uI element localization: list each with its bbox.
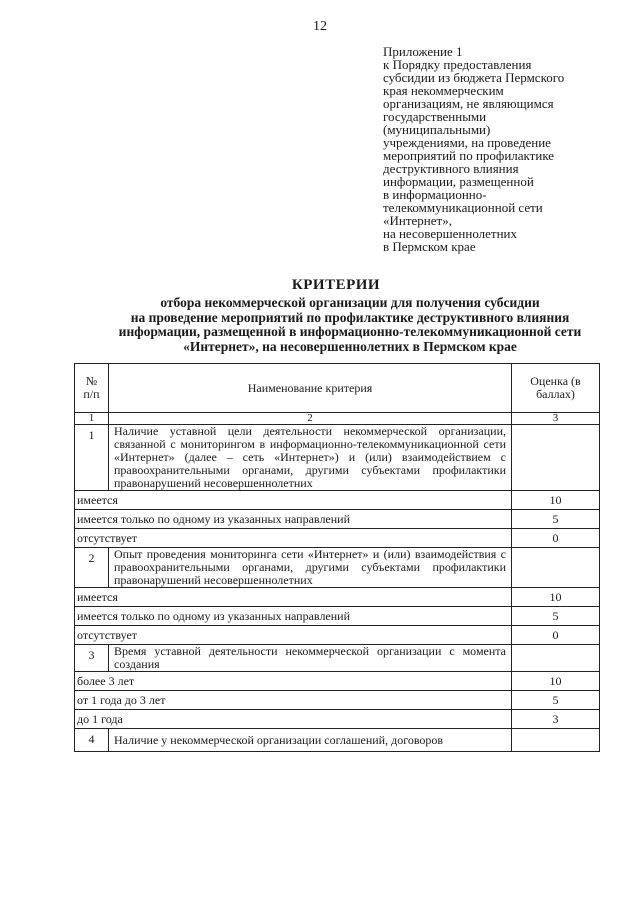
subtitle-line: информации, размещенной в информационно-телекоммуникационной сети [118, 324, 582, 339]
annex-line: телекоммуникационной сети [383, 200, 543, 215]
index-score: 3 [512, 413, 600, 425]
criteria-table [74, 363, 600, 752]
option-score: 5 [512, 510, 600, 529]
criterion-option-row [75, 510, 600, 529]
subtitle-line: отбора некоммерческой организации для получения субсидии [160, 295, 540, 310]
criterion-number: 2 [75, 548, 109, 588]
annex-line: мероприятий по профилактике [383, 148, 555, 163]
annex-line: края некоммерческим [383, 83, 504, 98]
criterion-row [75, 645, 600, 672]
header-num: № п/п [75, 364, 109, 413]
option-label: более 3 лет [75, 672, 512, 691]
option-label: имеется только по одному из указанных направлений [75, 607, 512, 626]
option-label: имеется [75, 491, 512, 510]
criterion-text: Опыт проведения мониторинга сети «Интернет» и (или) взаимодействия с правоохранительными органами, другими субъектами профилактики правонарушений несовершеннолетних [109, 548, 512, 588]
criterion-row [75, 548, 600, 588]
criterion-option-row [75, 529, 600, 548]
index-num: 1 [75, 413, 109, 425]
option-score: 10 [512, 588, 600, 607]
subtitle-line: «Интернет», на несовершеннолетних в Пермском крае [183, 338, 517, 354]
option-score: 5 [512, 607, 600, 626]
option-score: 0 [512, 529, 600, 548]
annex-line: «Интернет», [383, 213, 452, 228]
option-score: 0 [512, 626, 600, 645]
criterion-number: 1 [75, 425, 109, 491]
option-score: 3 [512, 710, 600, 729]
annex-block [383, 45, 628, 253]
option-label: имеется [75, 588, 512, 607]
criterion-option-row [75, 588, 600, 607]
option-score: 10 [512, 672, 600, 691]
criterion-row [75, 729, 600, 752]
criterion-score-empty [512, 645, 600, 672]
criterion-score-empty [512, 425, 600, 491]
criterion-number: 3 [75, 645, 109, 672]
annex-line: государственными [383, 109, 487, 124]
criterion-number: 4 [75, 729, 109, 752]
option-label: отсутствует [75, 626, 512, 645]
annex-line: Приложение 1 [383, 44, 463, 59]
annex-line: на несовершеннолетних [383, 226, 518, 241]
criterion-option-row [75, 491, 600, 510]
option-score: 5 [512, 691, 600, 710]
annex-line: деструктивного влияния [383, 161, 519, 176]
annex-line: в Пермском крае [383, 239, 476, 254]
page-number: 12 [313, 19, 327, 34]
annex-line: (муниципальными) [383, 122, 491, 137]
header-row [75, 364, 600, 413]
criterion-option-row [75, 710, 600, 729]
criterion-option-row [75, 607, 600, 626]
criterion-option-row [75, 626, 600, 645]
annex-line: субсидии из бюджета Пермского [383, 70, 565, 85]
index-name: 2 [109, 413, 512, 425]
document-title: КРИТЕРИИ [291, 277, 381, 293]
criterion-text: Наличие у некоммерческой организации соглашений, договоров [109, 729, 512, 752]
option-label: имеется только по одному из указанных направлений [75, 510, 512, 529]
annex-line: учреждениями, на проведение [383, 135, 551, 150]
criterion-score-empty [512, 729, 600, 752]
subtitle-line: на проведение мероприятий по профилактике деструктивного влияния [130, 309, 570, 325]
annex-line: организациям, не являющимся [383, 96, 554, 111]
criterion-option-row [75, 672, 600, 691]
document-subtitle [70, 296, 630, 354]
criterion-row [75, 425, 600, 491]
annex-line: к Порядку предоставления [383, 57, 532, 72]
option-label: до 1 года [75, 710, 512, 729]
criterion-text: Время уставной деятельности некоммерческой организации с момента создания [109, 645, 512, 672]
annex-line: в информационно- [383, 187, 487, 202]
column-index-row [75, 413, 600, 425]
header-score: Оценка (в баллах) [512, 364, 600, 413]
criterion-text: Наличие уставной цели деятельности некоммерческой организации, связанной с мониторингом в информационно-телекоммуникационной сети «Интернет» (далее – сеть «Интернет») и (или) взаимодействием с правоохранительными органами, другими субъектами профилактики правонарушений несовершеннолетних [109, 425, 512, 491]
criterion-option-row [75, 691, 600, 710]
option-label: отсутствует [75, 529, 512, 548]
annex-line: информации, размещенной [383, 174, 534, 189]
header-name: Наименование критерия [109, 364, 512, 413]
criterion-score-empty [512, 548, 600, 588]
option-score: 10 [512, 491, 600, 510]
option-label: от 1 года до 3 лет [75, 691, 512, 710]
